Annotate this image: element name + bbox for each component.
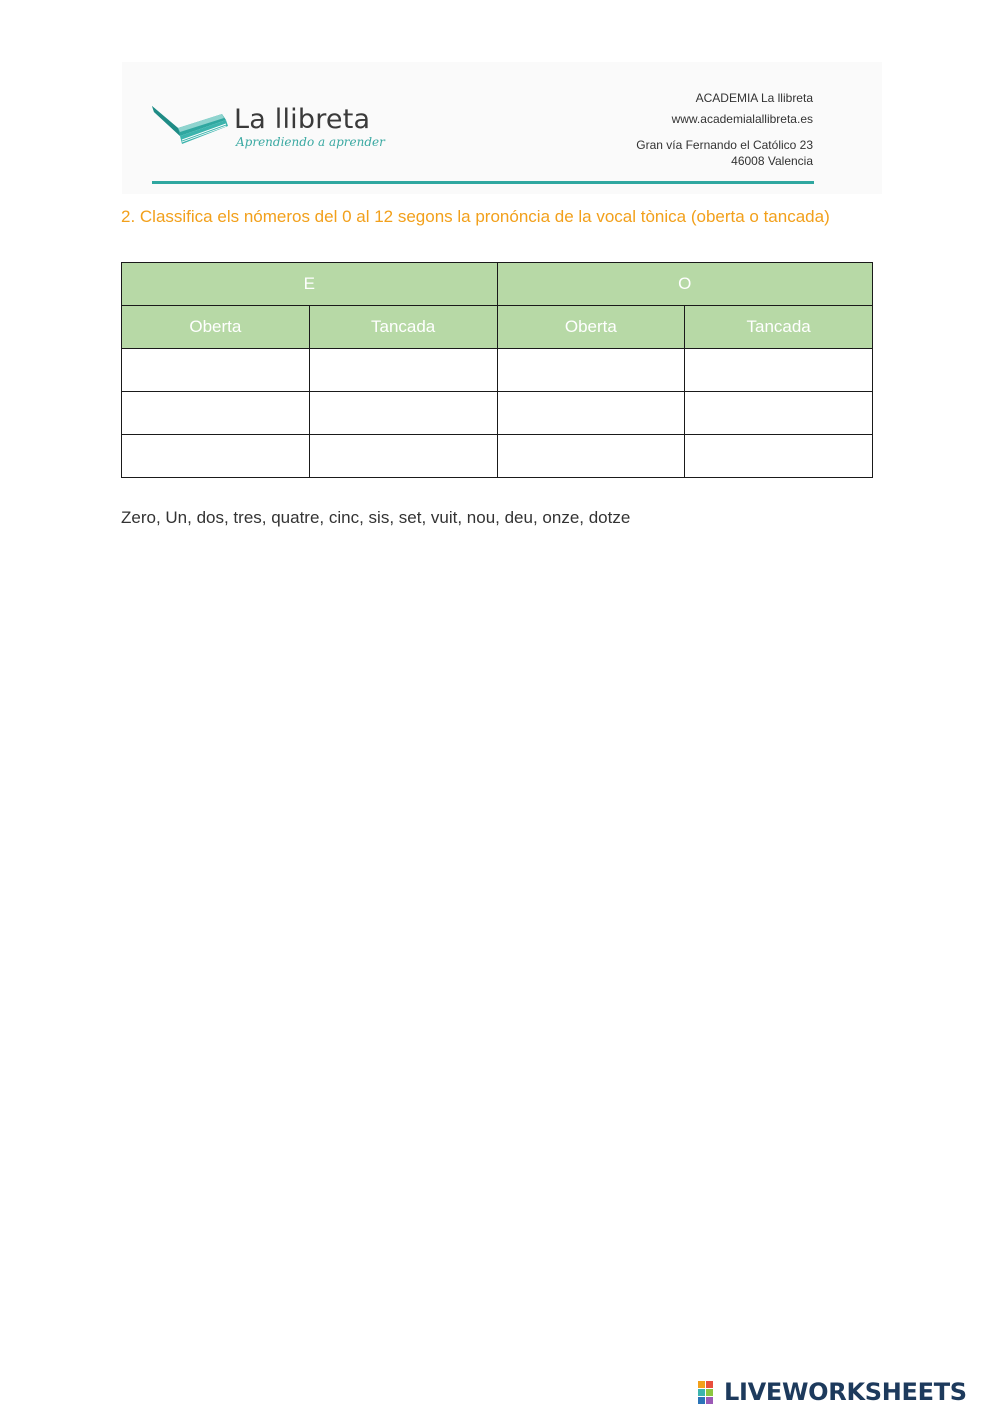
liveworksheets-brand[interactable]: LIVEWORKSHEETS — [724, 1378, 967, 1406]
classification-table — [121, 262, 873, 478]
academy-website: www.academialallibreta.es — [671, 112, 813, 126]
subheader-e-oberta: Oberta — [122, 306, 310, 349]
table-row — [122, 435, 873, 478]
word-bank: Zero, Un, dos, tres, quatre, cinc, sis, set, vuit, nou, deu, onze, dotze — [121, 508, 631, 527]
exercise-instruction: 2. Classifica els nómeros del 0 al 12 segons la pronóncia de la vocal tònica (oberta o tancada) — [121, 207, 830, 226]
subheader-o-tancada: Tancada — [685, 306, 873, 349]
answer-cell[interactable] — [497, 392, 685, 435]
subheader-e-tancada: Tancada — [309, 306, 497, 349]
answer-cell[interactable] — [497, 435, 685, 478]
answer-cell[interactable] — [122, 392, 310, 435]
answer-cell[interactable] — [122, 349, 310, 392]
answer-cell[interactable] — [309, 435, 497, 478]
answer-cell[interactable] — [122, 435, 310, 478]
table-row — [122, 392, 873, 435]
answer-cell[interactable] — [309, 349, 497, 392]
brand-name: La llibreta — [234, 104, 371, 135]
answer-cell[interactable] — [309, 392, 497, 435]
group-header-e: E — [122, 263, 498, 306]
brand-tagline: Aprendiendo a aprender — [236, 135, 385, 149]
answer-cell[interactable] — [685, 392, 873, 435]
subheader-o-oberta: Oberta — [497, 306, 685, 349]
subheader-row — [122, 306, 873, 349]
liveworksheets-logo-icon — [698, 1381, 722, 1405]
group-header-row — [122, 263, 873, 306]
answer-cell[interactable] — [685, 435, 873, 478]
open-book-logo-icon — [150, 96, 230, 148]
group-header-o: O — [497, 263, 873, 306]
academy-name: ACADEMIA La llibreta — [695, 91, 813, 105]
answer-cell[interactable] — [685, 349, 873, 392]
header-divider — [152, 181, 814, 184]
answer-cell[interactable] — [497, 349, 685, 392]
address-line-2: 46008 Valencia — [731, 154, 813, 168]
table-row — [122, 349, 873, 392]
address-line-1: Gran vía Fernando el Católico 23 — [636, 138, 813, 152]
